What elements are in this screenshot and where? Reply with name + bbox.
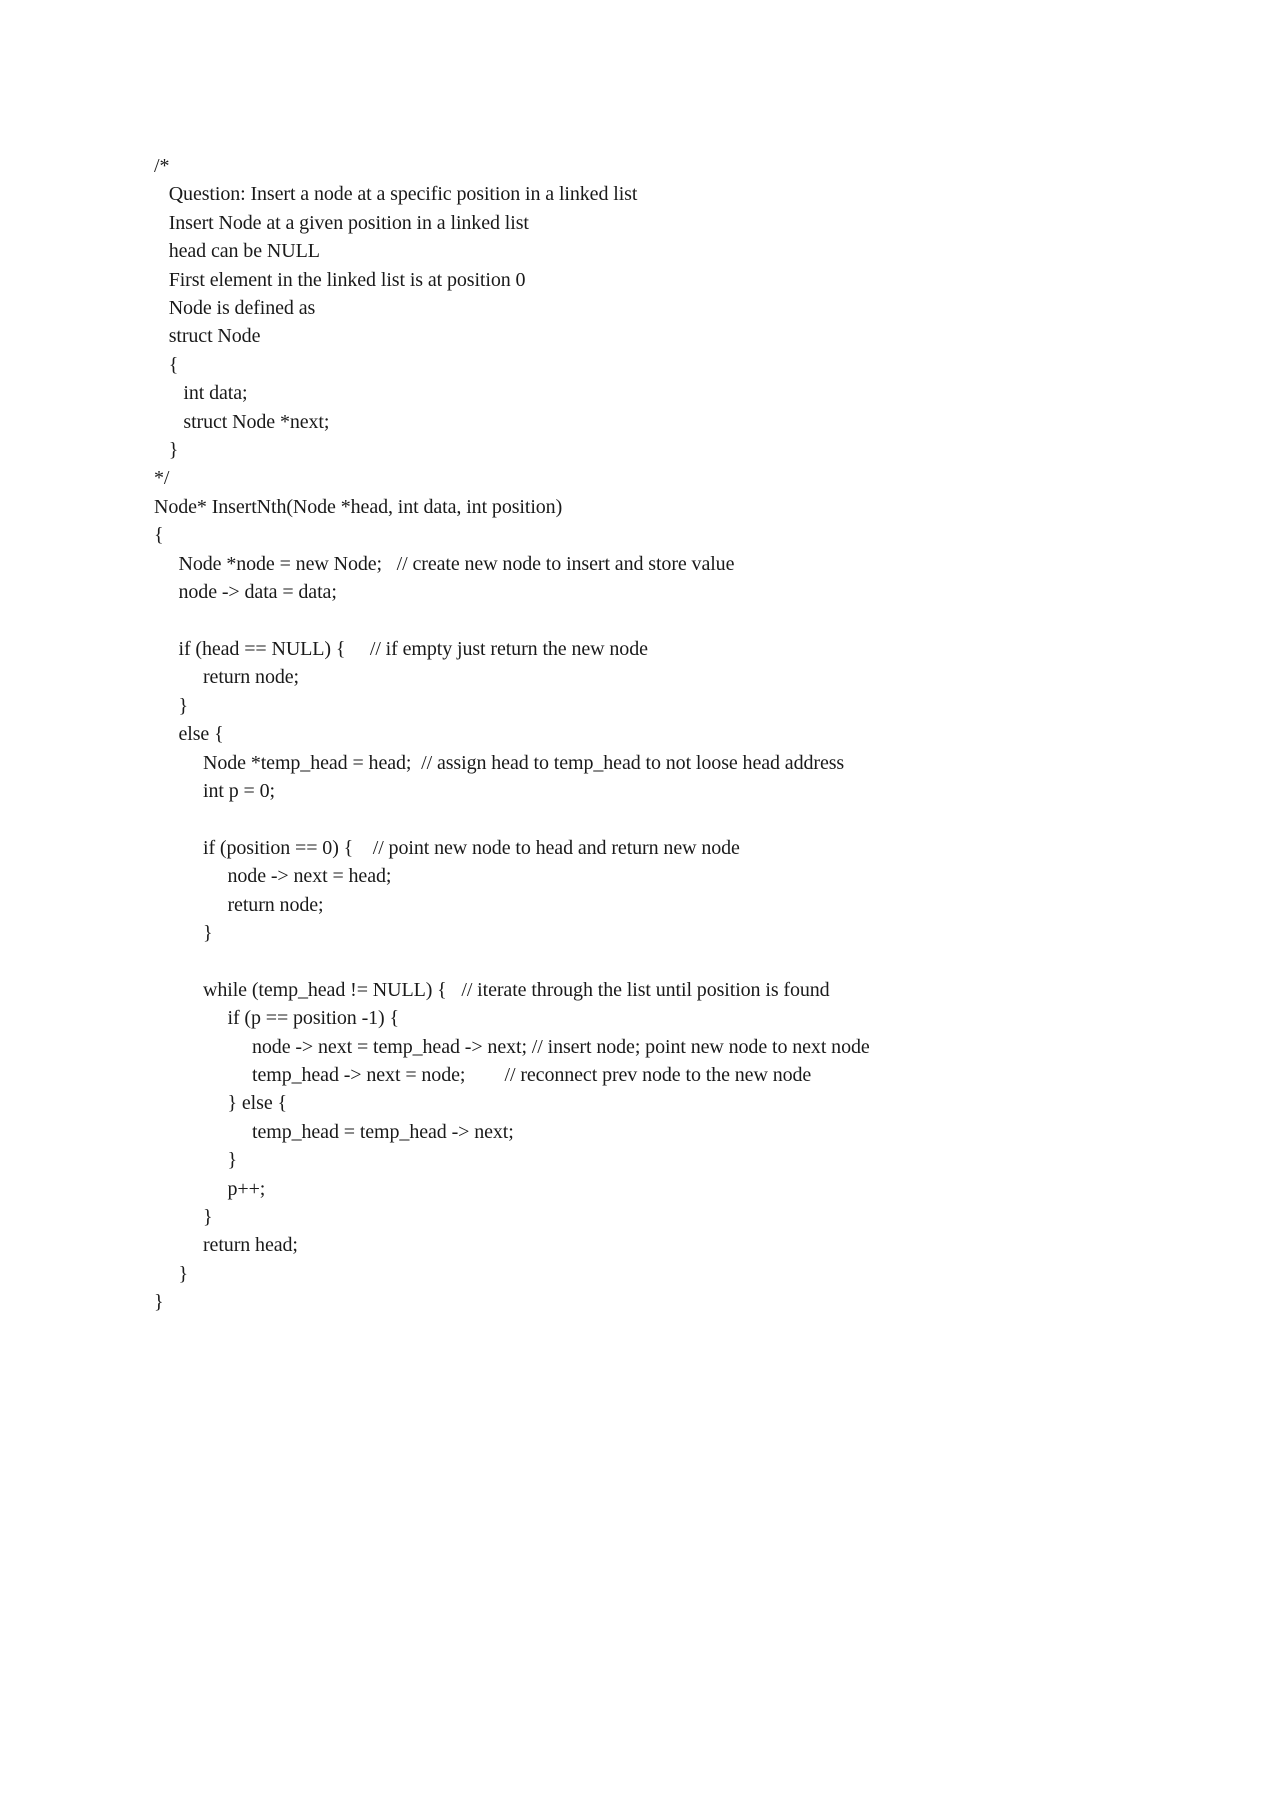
- code-line: head can be NULL: [154, 240, 320, 263]
- code-line: /*: [154, 155, 170, 177]
- code-line: {: [154, 524, 164, 547]
- code-line: else {: [154, 723, 224, 746]
- code-line: } else {: [154, 1092, 287, 1115]
- code-line: }: [154, 439, 179, 462]
- code-line: [154, 947, 870, 975]
- code-line: if (p == position -1) {: [154, 1007, 400, 1030]
- code-line: return node;: [154, 666, 299, 689]
- code-line: node -> next = head;: [154, 865, 392, 888]
- code-line: if (head == NULL) { // if empty just return the new node: [154, 637, 648, 660]
- code-line: First element in the linked list is at position 0: [154, 268, 526, 291]
- code-listing: [154, 152, 870, 1317]
- code-line: int data;: [154, 382, 248, 405]
- code-line: return head;: [154, 1234, 298, 1257]
- code-line: }: [154, 921, 213, 944]
- code-line: p++;: [154, 1177, 266, 1200]
- code-line: {: [154, 353, 179, 376]
- code-line: }: [154, 1206, 213, 1229]
- code-line: }: [154, 1149, 237, 1172]
- code-line: [154, 607, 870, 635]
- code-line: Question: Insert a node at a specific position in a linked list: [154, 183, 638, 206]
- code-line: struct Node *next;: [154, 410, 330, 433]
- code-line: node -> data = data;: [154, 581, 337, 604]
- code-line: return node;: [154, 893, 324, 916]
- code-line: }: [154, 1291, 164, 1314]
- code-line: while (temp_head != NULL) { // iterate through the list until position is found: [154, 978, 830, 1001]
- code-line: Insert Node at a given position in a linked list: [154, 211, 529, 234]
- code-line: Node is defined as: [154, 297, 316, 320]
- code-line: node -> next = temp_head -> next; // insert node; point new node to next node: [154, 1035, 870, 1058]
- code-line: int p = 0;: [154, 779, 275, 802]
- code-line: struct Node: [154, 325, 261, 348]
- code-line: temp_head = temp_head -> next;: [154, 1120, 514, 1143]
- code-line: */: [154, 467, 170, 490]
- code-line: [154, 805, 870, 833]
- code-line: Node* InsertNth(Node *head, int data, int position): [154, 495, 563, 518]
- code-line: }: [154, 694, 188, 717]
- code-line: temp_head -> next = node; // reconnect prev node to the new node: [154, 1064, 812, 1086]
- code-line: Node *temp_head = head; // assign head to temp_head to not loose head address: [154, 751, 845, 774]
- code-line: }: [154, 1262, 188, 1285]
- code-line: if (position == 0) { // point new node to head and return new node: [154, 836, 740, 859]
- code-line: Node *node = new Node; // create new node to insert and store value: [154, 552, 735, 575]
